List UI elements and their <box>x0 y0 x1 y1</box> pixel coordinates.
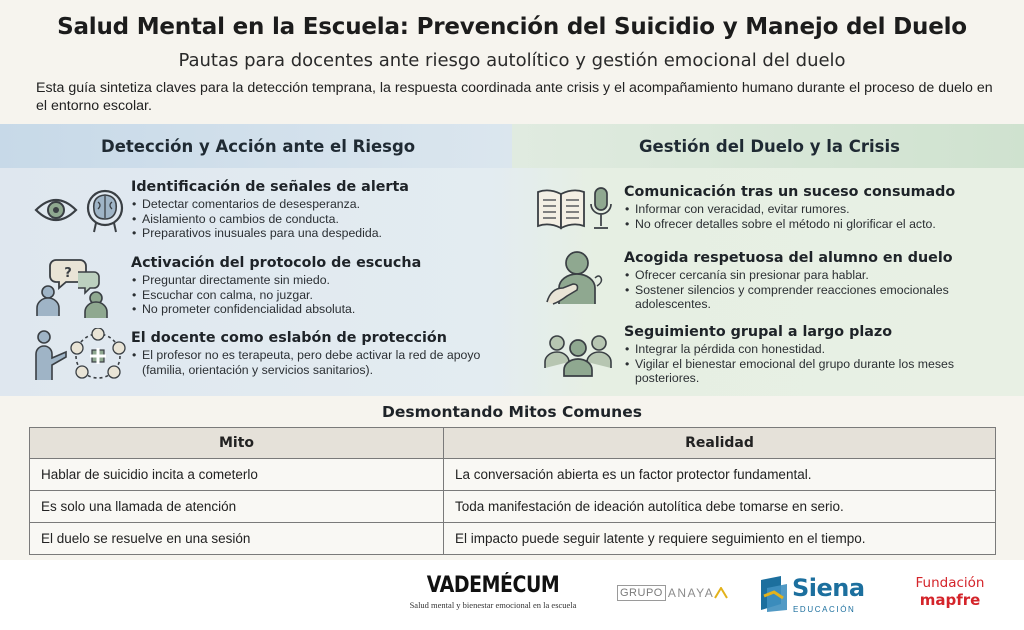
comfort-hand-icon <box>543 248 605 306</box>
table-row <box>30 491 996 523</box>
list-item: • El profesor no es terapeuta, pero debe activar la red de apoyo (familia, orientación y servicios sanitarios). <box>131 348 481 377</box>
book-microphone-icon <box>535 186 617 232</box>
right-item-grief-reception <box>624 250 1004 312</box>
left-panel-heading: Detección y Acción ante el Riesgo <box>101 137 416 156</box>
siena-subtitle: EDUCACIÓN <box>793 605 856 614</box>
myth-cell: Hablar de suicidio incita a cometerlo <box>30 459 444 491</box>
intro-text: Esta guía sintetiza claves para la detección temprana, la respuesta coordinada ante crisis y el acompañamiento humano durante el proceso de duelo en el entorno escolar. <box>36 80 993 114</box>
myths-title: Desmontando Mitos Comunes <box>382 403 642 421</box>
grupo-text: GRUPO <box>617 585 666 601</box>
myths-table <box>29 427 996 555</box>
list-item: • Integrar la pérdida con honestidad. <box>624 342 1004 357</box>
vademecum-logo <box>398 573 588 610</box>
footer-logos <box>0 560 1024 630</box>
siena-logo <box>759 572 869 616</box>
table-row <box>30 459 996 491</box>
list-item: • Escuchar con calma, no juzgar. <box>131 288 501 303</box>
table-header-row <box>30 428 996 459</box>
left-item-alert-signs <box>131 179 501 241</box>
item-title: Acogida respetuosa del alumno en duelo <box>624 250 953 266</box>
grupo-anaya-logo <box>617 584 728 602</box>
left-item-listening-protocol <box>131 255 501 317</box>
right-item-group-followup <box>624 324 1004 386</box>
list-item: • Informar con veracidad, evitar rumores. <box>624 202 1014 217</box>
support-network-icon <box>32 328 128 384</box>
siena-mark-icon <box>759 574 789 612</box>
page-subtitle: Pautas para docentes ante riesgo autolítico y gestión emocional del duelo <box>178 50 846 71</box>
list-item: • Sostener silencios y comprender reacciones emocionales adolescentes. <box>624 283 1004 312</box>
list-item: • Preparativos inusuales para una despedida. <box>131 226 501 241</box>
item-title: Seguimiento grupal a largo plazo <box>624 324 893 340</box>
anaya-text: ANAYA <box>667 586 715 600</box>
mapfre-text: mapfre <box>919 591 981 609</box>
conversation-icon <box>34 256 114 318</box>
left-item-teacher-link <box>131 330 481 377</box>
eye-brain-icon <box>32 186 127 236</box>
right-panel-header <box>512 124 1024 168</box>
svg-text:?: ? <box>64 266 72 281</box>
list-item: • Preguntar directamente sin miedo. <box>131 273 501 288</box>
reality-cell: La conversación abierta es un factor protector fundamental. <box>444 459 996 491</box>
list-item: • Ofrecer cercanía sin presionar para hablar. <box>624 268 1004 283</box>
list-item: • Aislamiento o cambios de conducta. <box>131 212 501 227</box>
item-title: Identificación de señales de alerta <box>131 179 409 195</box>
reality-cell: El impacto puede seguir latente y requiere seguimiento en el tiempo. <box>444 523 996 555</box>
vademecum-tagline: Salud mental y bienestar emocional en la escuela <box>409 600 577 610</box>
fundacion-mapfre-logo <box>905 575 995 609</box>
item-title: El docente como eslabón de protección <box>131 330 447 346</box>
panels-section <box>0 124 1024 396</box>
reality-cell: Toda manifestación de ideación autolítica debe tomarse en serio. <box>444 491 996 523</box>
siena-wordmark: Siena <box>792 574 865 602</box>
group-icon <box>543 330 613 378</box>
right-panel-heading: Gestión del Duelo y la Crisis <box>639 137 900 156</box>
list-item: • No ofrecer detalles sobre el método ni glorificar el acto. <box>624 217 1014 232</box>
anaya-mark-icon <box>714 587 728 599</box>
list-item: • Detectar comentarios de desesperanza. <box>131 197 501 212</box>
right-item-communication <box>624 184 1014 231</box>
myth-cell: Es solo una llamada de atención <box>30 491 444 523</box>
table-row <box>30 523 996 555</box>
column-header-myth: Mito <box>30 428 444 459</box>
column-header-reality: Realidad <box>444 428 996 459</box>
vademecum-wordmark: VADEMÉCUM <box>426 573 560 598</box>
list-item: • Vigilar el bienestar emocional del grupo durante los meses posteriores. <box>624 357 1004 386</box>
left-panel-header <box>0 124 512 168</box>
item-title: Activación del protocolo de escucha <box>131 255 422 271</box>
fundacion-text: Fundación <box>915 575 985 591</box>
page-title: Salud Mental en la Escuela: Prevención del Suicidio y Manejo del Duelo <box>57 14 967 40</box>
list-item: • No prometer confidencialidad absoluta. <box>131 302 501 317</box>
item-title: Comunicación tras un suceso consumado <box>624 184 956 200</box>
myth-cell: El duelo se resuelve en una sesión <box>30 523 444 555</box>
